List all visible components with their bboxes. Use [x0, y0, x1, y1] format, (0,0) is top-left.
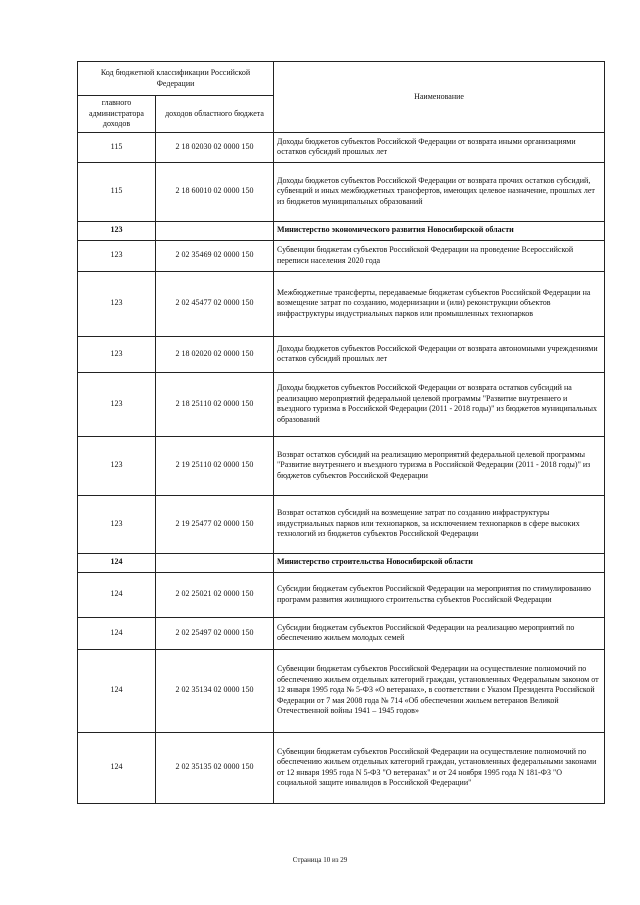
budget-classification-table — [77, 61, 605, 804]
income-code-cell: 2 02 25497 02 0000 150 — [156, 617, 274, 649]
table-row — [78, 495, 605, 553]
admin-code-cell: 124 — [78, 617, 156, 649]
name-cell: Доходы бюджетов субъектов Российской Федерации от возврата прочих остатков субсидий, субвенций и иных межбюджетных трансфертов, имеющих целевое назначение, прошлых лет из бюджетов муниципальных образований — [274, 162, 605, 221]
income-code-cell: 2 18 60010 02 0000 150 — [156, 162, 274, 221]
admin-code-cell: 124 — [78, 649, 156, 732]
name-cell: Субвенции бюджетам субъектов Российской Федерации на проведение Всероссийской переписи населения 2020 года — [274, 240, 605, 271]
name-cell: Доходы бюджетов субъектов Российской Федерации от возврата автономными учреждениями остатков субсидий прошлых лет — [274, 336, 605, 372]
income-code-cell — [156, 553, 274, 572]
income-code-cell: 2 02 25021 02 0000 150 — [156, 572, 274, 617]
organization-name-cell: Министерство экономического развития Новосибирской области — [274, 221, 605, 240]
admin-code-cell: 123 — [78, 495, 156, 553]
admin-code-cell: 124 — [78, 732, 156, 803]
admin-code-cell: 123 — [78, 436, 156, 495]
page-number: Страница 10 из 29 — [292, 856, 348, 864]
name-cell: Доходы бюджетов субъектов Российской Федерации от возврата иными организациями остатков субсидий прошлых лет — [274, 132, 605, 162]
name-cell: Возврат остатков субсидий на реализацию мероприятий федеральной целевой программы "Развитие внутреннего и въездного туризма в Российской Федерации (2011 - 2018 годы)" из бюджетов субъектов Российской Федерации — [274, 436, 605, 495]
admin-code-cell: 124 — [78, 553, 156, 572]
header-income-code: доходов областного бюджета — [156, 96, 274, 133]
name-cell: Межбюджетные трансферты, передаваемые бюджетам субъектов Российской Федерации на возмещение затрат по созданию, модернизации и (или) реконструкции объектов инфраструктуры индустриальных парков или промышленных технопарков — [274, 271, 605, 336]
table-row — [78, 240, 605, 271]
income-code-cell: 2 02 45477 02 0000 150 — [156, 271, 274, 336]
income-code-cell — [156, 221, 274, 240]
table-row — [78, 336, 605, 372]
header-name: Наименование — [274, 62, 605, 133]
table-row — [78, 649, 605, 732]
name-cell: Доходы бюджетов субъектов Российской Федерации от возврата остатков субсидий на реализацию мероприятий федеральной целевой программы "Развитие внутреннего и въездного туризма в Российской Федерации (2011 - 2018 годы)" из бюджетов муниципальных образований — [274, 372, 605, 436]
name-cell: Субсидии бюджетам субъектов Российской Федерации на реализацию мероприятий по обеспечению жильем молодых семей — [274, 617, 605, 649]
admin-code-cell: 115 — [78, 162, 156, 221]
table-row — [78, 372, 605, 436]
table-row-organization — [78, 553, 605, 572]
header-admin-code: главного администратора доходов — [78, 96, 156, 133]
table-row-organization — [78, 221, 605, 240]
table-row — [78, 732, 605, 803]
income-code-cell: 2 18 02030 02 0000 150 — [156, 132, 274, 162]
table-row — [78, 572, 605, 617]
name-cell: Субвенции бюджетам субъектов Российской Федерации на осуществление полномочий по обеспечению жильем отдельных категорий граждан, установленных Федеральным законом от 12 января 1995 года № 5-ФЗ «О ветеранах», в соответствии с Указом Президента Российской Федерации от 7 мая 2008 года № 714 «Об обеспечении жильем ветеранов Великой Отечественной войны 1941 – 1945 годов» — [274, 649, 605, 732]
income-code-cell: 2 02 35135 02 0000 150 — [156, 732, 274, 803]
admin-code-cell: 123 — [78, 336, 156, 372]
income-code-cell: 2 02 35134 02 0000 150 — [156, 649, 274, 732]
income-code-cell: 2 18 02020 02 0000 150 — [156, 336, 274, 372]
header-kbk-group: Код бюджетной классификации Российской Федерации — [78, 62, 274, 96]
name-cell: Субвенции бюджетам субъектов Российской Федерации на осуществление полномочий по обеспечению жильем отдельных категорий граждан, установленных федеральными законами от 12 января 1995 года N 5-ФЗ "О ветеранах" и от 24 ноября 1995 года N 181-ФЗ "О социальной защите инвалидов в Российской Федерации" — [274, 732, 605, 803]
table-row — [78, 132, 605, 162]
income-code-cell: 2 19 25477 02 0000 150 — [156, 495, 274, 553]
income-code-cell: 2 02 35469 02 0000 150 — [156, 240, 274, 271]
admin-code-cell: 123 — [78, 240, 156, 271]
admin-code-cell: 123 — [78, 221, 156, 240]
table-row — [78, 162, 605, 221]
admin-code-cell: 123 — [78, 372, 156, 436]
table-row — [78, 617, 605, 649]
name-cell: Возврат остатков субсидий на возмещение затрат по созданию инфраструктуры индустриальных парков или технопарков, за исключением технопарков в сфере высоких технологий из бюджетов субъектов Российской Федерации — [274, 495, 605, 553]
admin-code-cell: 115 — [78, 132, 156, 162]
name-cell: Субсидии бюджетам субъектов Российской Федерации на мероприятия по стимулированию программ развития жилищного строительства субъектов Российской Федерации — [274, 572, 605, 617]
admin-code-cell: 124 — [78, 572, 156, 617]
table-body — [78, 132, 605, 803]
table-row — [78, 271, 605, 336]
organization-name-cell: Министерство строительства Новосибирской области — [274, 553, 605, 572]
admin-code-cell: 123 — [78, 271, 156, 336]
table-row — [78, 436, 605, 495]
income-code-cell: 2 19 25110 02 0000 150 — [156, 436, 274, 495]
income-code-cell: 2 18 25110 02 0000 150 — [156, 372, 274, 436]
